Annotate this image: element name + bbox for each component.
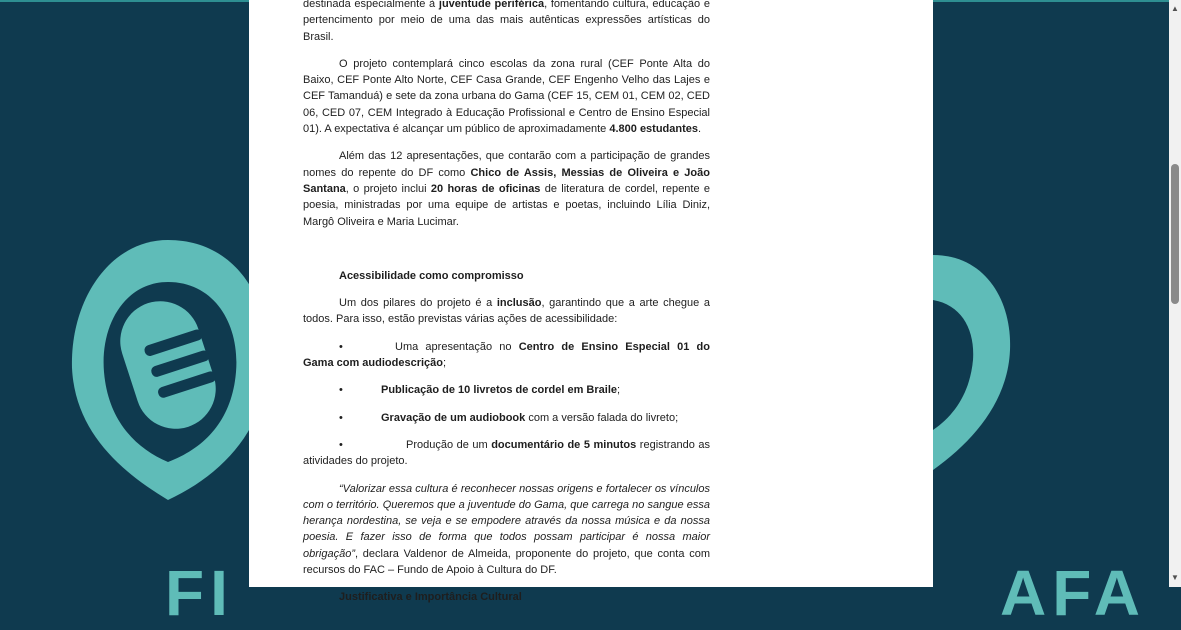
- brand-text-left: FI: [165, 557, 234, 629]
- list-item: • Publicação de 10 livretos de cordel em Braile;: [303, 382, 710, 398]
- spacer: [303, 241, 710, 268]
- brand-text-right: AFA: [1000, 557, 1146, 629]
- microphone-pin-icon: [72, 240, 268, 500]
- decorative-shape-right: [933, 255, 1010, 470]
- paragraph-3: Além das 12 apresentações, que contarão com a participação de grandes nomes do repente do DF como Chico de Assis, Messias de Oliveira e João Santana, o projeto inclui 20 horas de oficinas de literatura de cordel, repente e poesia, ministradas por uma equipe de artistas e poetas, incluindo Lília Diniz, Margô Oliveira e Maria Lucimar.: [303, 150, 710, 228]
- paragraph-2: O projeto contemplará cinco escolas da zona rural (CEF Ponte Alta do Baixo, CEF Ponte Alto Norte, CEF Casa Grande, CEF Engenho Velho das Lajes e CEF Tamanduá) e sete da zona urbana do Gama (CEF 15, CEM 01, CEM 02, CED 06, CED 07, CEM Integrado à Educação Profissional e Centro de Ensino Especial 01). A expectativa é alcançar um público de aproximadamente 4.800 estudantes.: [303, 57, 710, 136]
- scroll-down-icon[interactable]: ▼: [1171, 573, 1179, 582]
- bullet-dot: •: [339, 384, 343, 397]
- scroll-up-icon[interactable]: ▲: [1171, 4, 1179, 13]
- vertical-scrollbar[interactable]: [1169, 0, 1181, 587]
- section-heading-accessibility: Acessibilidade como compromisso: [339, 269, 524, 282]
- scroll-thumb[interactable]: [1171, 164, 1179, 304]
- list-item: • Produção de um documentário de 5 minutos registrando as atividades do projeto.: [303, 438, 710, 468]
- quote-paragraph: “Valorizar essa cultura é reconhecer nossas origens e fortalecer os vínculos com o território. Queremos que a juventude do Gama, que carrega no sangue essa herança nordestina, se veja e se empodere através da nossa música e da nossa poesia. E fazer isso de forma que todos possam participar é nossa maior obrigação”, declara Valdenor de Almeida, proponente do projeto, que conta com recursos do FAC – Fundo de Apoio à Cultura do DF.: [303, 482, 710, 577]
- list-item: • Gravação de um audiobook com a versão falada do livreto;: [303, 410, 710, 426]
- paragraph-4: Um dos pilares do projeto é a inclusão, garantindo que a arte chegue a todos. Para isso, estão previstas várias ações de acessibilidade:: [303, 297, 710, 326]
- bullet-dot: •: [339, 438, 343, 451]
- document-page: [249, 0, 933, 604]
- paragraph-1: destinada especialmente à juventude periférica, fomentando cultura, educação e pertencimento por meio de uma das mais autênticas expressões artísticas do Brasil.: [303, 0, 710, 43]
- bullet-dot: •: [339, 411, 343, 424]
- article-body: [303, 0, 710, 617]
- section-heading-justification: Justificativa e Importância Cultural: [339, 591, 522, 604]
- bullet-dot: •: [339, 340, 343, 353]
- list-item: • Uma apresentação no Centro de Ensino Especial 01 do Gama com audiodescrição;: [303, 340, 710, 370]
